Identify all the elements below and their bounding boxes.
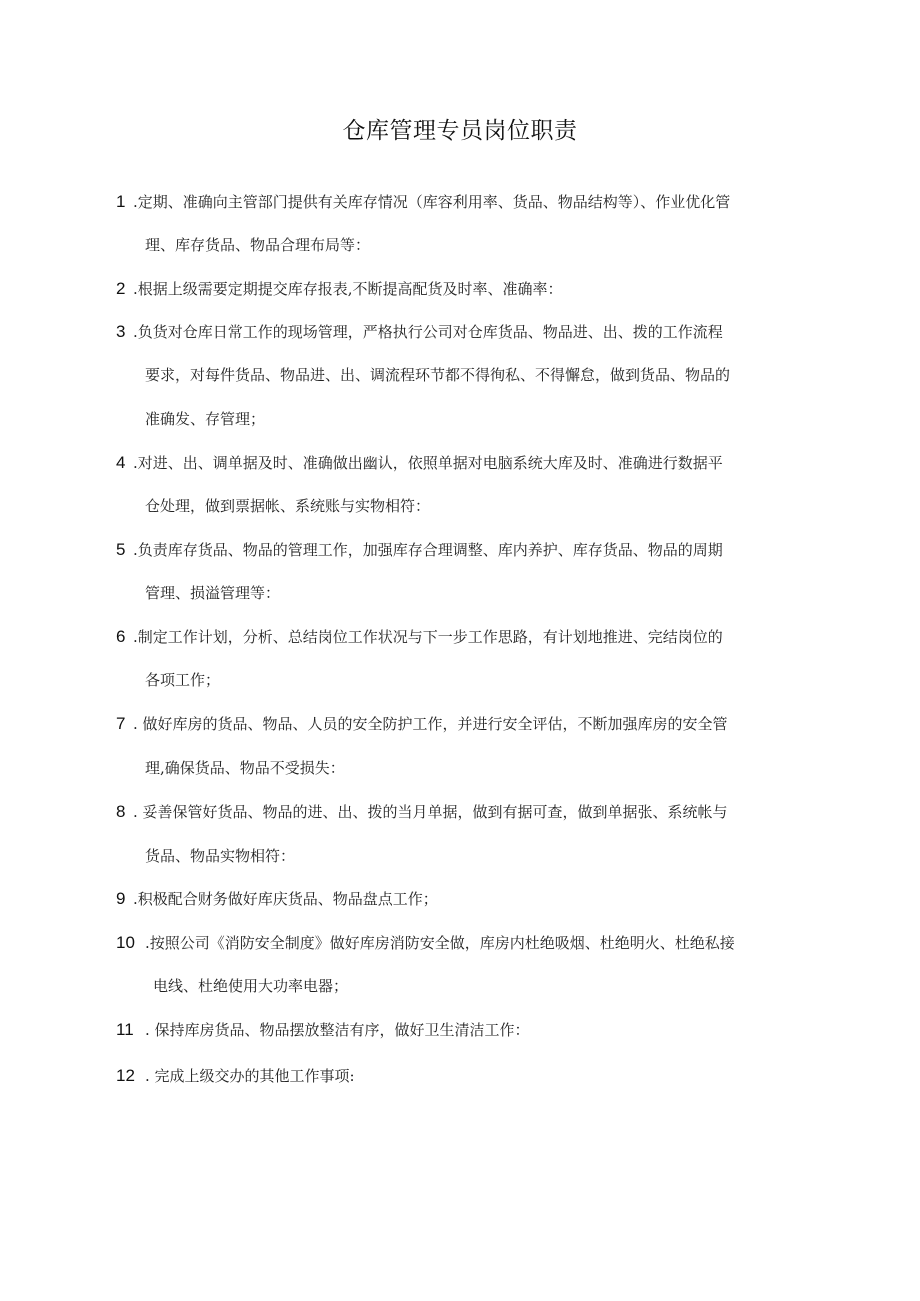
item-number: 6: [116, 627, 126, 646]
item-text-line: 货品、物品实物相符：: [145, 847, 296, 865]
item-text-line: .积极配合财务做好库庆货品、物品盘点工作；: [133, 890, 438, 908]
item-text-line: 仓处理，做到票据帐、系统账与实物相符：: [145, 497, 431, 515]
item-number: 4: [116, 453, 126, 472]
item-number: 5: [116, 540, 126, 559]
item-text-line: 理,确保货品、物品不受损失：: [145, 759, 345, 777]
item-number: 12: [116, 1066, 135, 1085]
page-title: 仓库管理专员岗位职责: [342, 118, 578, 144]
item-number: 8: [116, 802, 126, 821]
item-text-line: 理、库存货品、物品合理布局等：: [145, 236, 371, 254]
item-number: 9: [116, 889, 126, 908]
item-number: 7: [116, 714, 126, 733]
item-number: 2: [116, 279, 126, 298]
item-text-line: .根据上级需要定期提交库存报表,不断提高配货及时率、准确率：: [133, 280, 563, 298]
item-text-line: 要求，对每件货品、物品进、出、调流程环节都不得徇私、不得懈怠，做到货品、物品的: [145, 366, 731, 384]
item-text-line: . 完成上级交办的其他工作事项:: [145, 1067, 355, 1085]
item-text-line: . 保持库房货品、物品摆放整洁有序，做好卫生清洁工作：: [145, 1021, 530, 1039]
item-text-line: . 妥善保管好货品、物品的进、出、拨的当月单据，做到有据可查，做到单据张、系统帐与: [133, 803, 728, 821]
item-text-line: .按照公司《消防安全制度》做好库房消防安全做，库房内杜绝吸烟、杜绝明火、杜绝私接: [145, 934, 735, 952]
item-text-line: . 做好库房的货品、物品、人员的安全防护工作，并进行安全评估，不断加强库房的安全管: [133, 715, 728, 733]
item-text-line: 准确发、存管理；: [145, 410, 266, 428]
item-text-line: .定期、准确向主管部门提供有关库存情况（库容利用率、货品、物品结构等）、作业优化管: [133, 193, 731, 211]
item-text-line: .对进、出、调单据及时、准确做出幽认，依照单据对电脑系统大库及时、准确进行数据平: [133, 454, 723, 472]
item-number: 10: [116, 933, 135, 952]
item-number: 3: [116, 322, 126, 341]
item-text-line: .制定工作计划，分析、总结岗位工作状况与下一步工作思路，有计划地推进、完结岗位的: [133, 628, 723, 646]
item-number: 11: [116, 1020, 134, 1039]
item-text-line: .负货对仓库日常工作的现场管理，严格执行公司对仓库货品、物品进、出、拨的工作流程: [133, 323, 723, 341]
item-text-line: 电线、杜绝使用大功率电器；: [153, 977, 349, 995]
item-text-line: 各项工作；: [145, 671, 221, 689]
item-text-line: .负责库存货品、物品的管理工作，加强库存合理调整、库内养护、库存货品、物品的周期: [133, 541, 723, 559]
item-text-line: 管理、损溢管理等：: [145, 584, 281, 602]
item-number: 1: [116, 192, 126, 211]
